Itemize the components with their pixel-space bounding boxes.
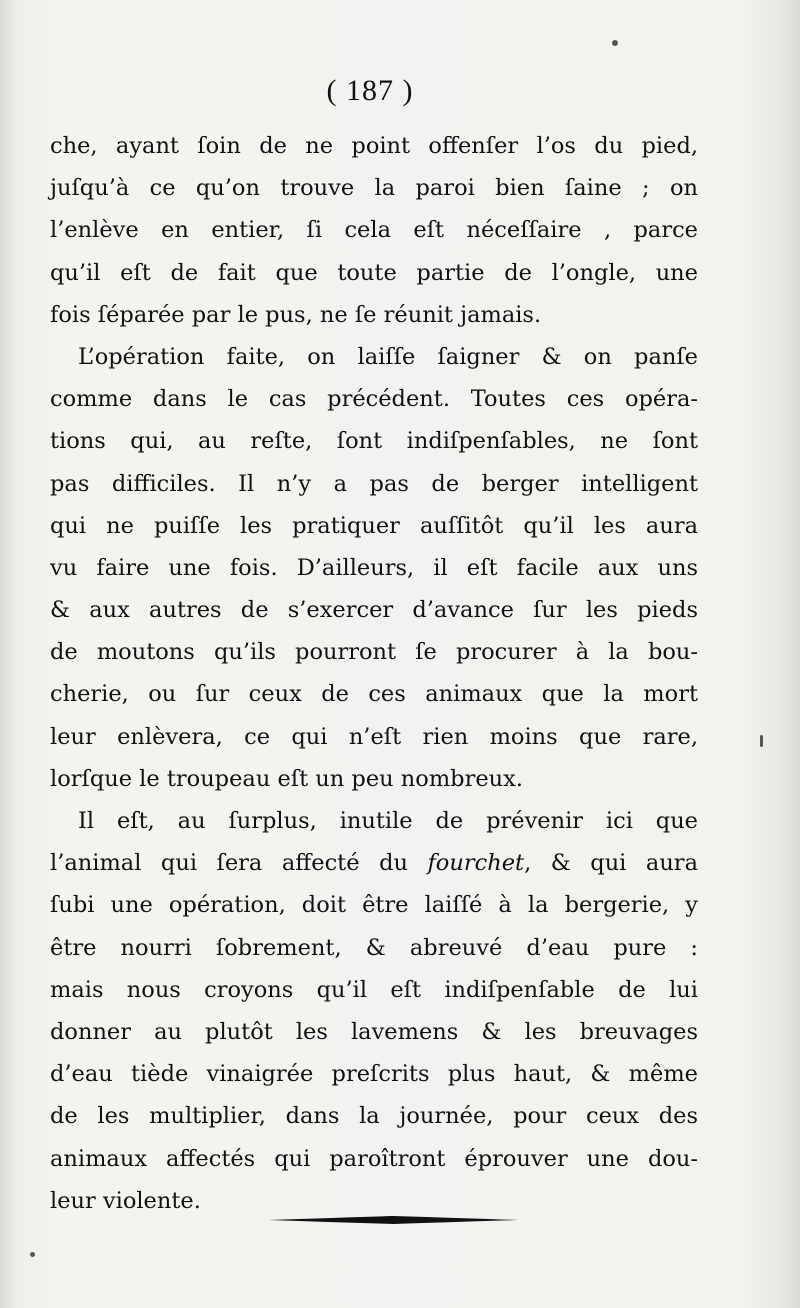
text-line-content: ſubi une opération, doit être laiſſé à la bergerie, y <box>50 892 698 919</box>
text-line-content: de les multiplier, dans la journée, pour ceux des <box>50 1103 698 1130</box>
text-line-content: l’animal qui ſera affecté du <box>50 850 428 877</box>
text-line-content: animaux affectés qui paroîtront éprouver une dou- <box>50 1145 698 1172</box>
text-line-content: l’enlève en entier, ſi cela eſt néceſſaire , parce <box>50 217 698 244</box>
text-line <box>50 167 698 209</box>
paper-speck <box>30 1252 35 1257</box>
text-line <box>50 547 698 589</box>
text-line <box>50 758 698 800</box>
text-line <box>50 842 698 884</box>
text-line-content: che, ayant ſoin de ne point offenſer l’os du pied, <box>50 133 698 159</box>
text-line <box>50 716 698 758</box>
body-text <box>50 125 698 1222</box>
text-line <box>50 1053 698 1095</box>
text-line-content: juſqu’à ce qu’on trouve la paroi bien ſaine ; on <box>50 175 698 202</box>
text-line <box>50 969 698 1011</box>
text-line-content: tions qui, au reſte, ſont indiſpenſables, ne ſont <box>50 428 698 455</box>
text-line <box>50 505 698 547</box>
text-line <box>50 378 698 420</box>
text-line <box>50 1095 698 1137</box>
text-line-content: d’eau tiède vinaigrée preſcrits plus haut, & même <box>50 1061 698 1088</box>
text-line-content: être nourri ſobrement, & abreuvé d’eau pure : <box>50 934 698 961</box>
text-line-content: comme dans le cas précédent. Toutes ces opéra- <box>50 386 698 413</box>
text-line <box>50 420 698 462</box>
text-line <box>50 631 698 673</box>
text-line-content: leur enlèvera, ce qui n’eſt rien moins que rare, <box>50 723 698 750</box>
text-line-content: qu’il eſt de fait que toute partie de l’ongle, une <box>50 259 698 286</box>
text-line-content: fois ſéparée par le pus, ne ſe réunit jamais. <box>50 301 542 328</box>
text-line-content: de moutons qu’ils pourront ſe procurer à la bou- <box>50 639 698 666</box>
text-line-content: vu faire une fois. D’ailleurs, il eſt facile aux uns <box>50 554 698 581</box>
text-line <box>50 673 698 715</box>
text-line-continuation: , & qui aura <box>524 850 698 877</box>
text-line-content: lorſque le troupeau eſt un peu nombreux. <box>50 765 523 792</box>
text-line-content: Il eſt, au ſurplus, inutile de prévenir ici que <box>78 808 698 834</box>
text-line-content: cherie, ou ſur ceux de ces animaux que la mort <box>50 681 698 708</box>
paper-speck <box>760 735 763 747</box>
text-line-content: qui ne puiſſe les pratiquer auſſitôt qu’il les aura <box>50 512 698 539</box>
text-line <box>50 252 698 294</box>
text-line <box>50 209 698 251</box>
text-line <box>50 463 698 505</box>
text-line <box>50 125 698 167</box>
text-line <box>50 336 698 378</box>
page-number: ( 187 ) <box>326 74 414 107</box>
text-line <box>50 927 698 969</box>
paper-speck <box>612 40 618 46</box>
text-line <box>50 1138 698 1180</box>
text-line-content: mais nous croyons qu’il eſt indiſpenſable de lui <box>50 976 698 1003</box>
text-line-content: & aux autres de s’exercer d’avance ſur les pieds <box>50 597 698 624</box>
text-line <box>50 589 698 631</box>
text-line <box>50 1011 698 1053</box>
text-line-content: leur violente. <box>50 1187 201 1214</box>
text-line-content: pas difficiles. Il n’y a pas de berger intelligent <box>50 470 698 497</box>
text-line-content: donner au plutôt les lavemens & les breuvages <box>50 1018 698 1045</box>
text-line <box>50 294 698 336</box>
text-line <box>50 884 698 926</box>
text-line-content: L’opération faite, on laiſſe ſaigner & on panſe <box>78 343 698 370</box>
italic-term: fourchet <box>427 850 525 877</box>
text-line <box>50 800 698 842</box>
closing-ornament-rule <box>268 1212 518 1228</box>
